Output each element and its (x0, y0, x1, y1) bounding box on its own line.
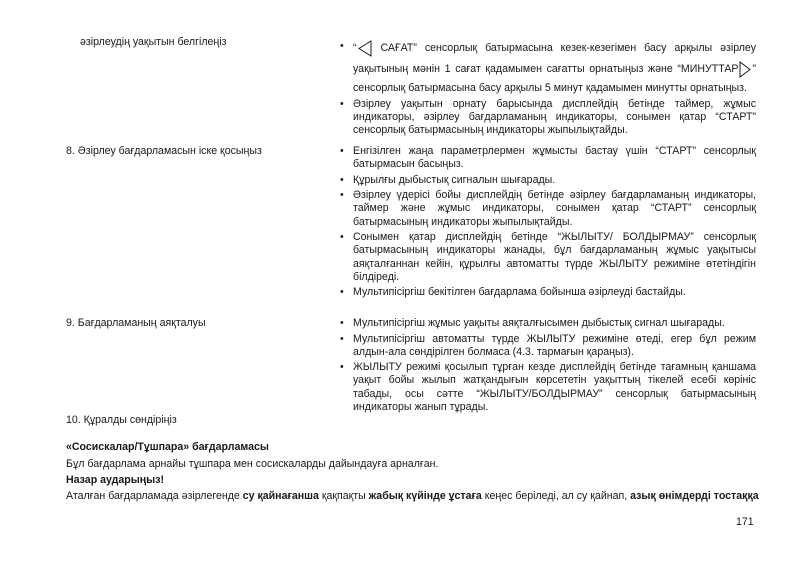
step-9-label: 9. Бағдарламаның аяқталуы (66, 317, 206, 329)
attention-heading: Назар аударыңыз! (66, 474, 164, 486)
step-8-bullet-5: • Мультипісіргіш бекітілген бағдарлама бойынша әзірлеуді бастайды. (340, 286, 756, 299)
step-9-bullet-3: • ЖЫЛЫТУ режимі қосылып тұрған кезде дисплейдің бетінде тағамның қаншама уақыт бойы жылып жатқандығын көрсететін уақыттың тікелей есебі көрініс табады, осы сәтте “ЖЫЛЫТУ/БОЛДЫРМАУ” сенсорлық батырмасының индикаторы жанып тұрады. (340, 361, 756, 414)
step-7-bullets (340, 40, 756, 140)
step-8-label: 8. Әзірлеу бағдарламасын іске қосыңыз (66, 145, 262, 157)
section-intro: Бұл бағдарлама арнайы тұшпара мен сосискаларды дайындауға арналған. (66, 458, 439, 470)
step-7-label: әзірлеудің уақытын белгілеңіз (80, 36, 227, 48)
page-number: 171 (736, 516, 754, 528)
step-10-label: 10. Құралды сөндіріңіз (66, 414, 177, 426)
section-title: «Сосискалар/Тұшпара» бағдарламасы (66, 441, 269, 453)
final-line: Аталған бағдарламада әзірлегенде су қайнағанша қақпақты жабық күйінде ұстаға кеңес беріледі, ал су қайнап, азық өнімдерді тостаққа (66, 490, 759, 502)
triangle-left-icon (357, 40, 373, 61)
step-7-bullet-2: • Әзірлеу уақытын орнату барысында дисплейдің бетінде таймер, жұмыс индикаторы, әзірлеу бағдарламаның индикаторы, сонымен қатар “СТАРТ” сенсорлық батырмасының индикаторы жыпылықтайды. (340, 98, 756, 138)
step-8-bullet-1: • Енгізілген жаңа параметрлермен жұмысты бастау үшін “СТАРТ” сенсорлық батырмасын басыңыз. (340, 145, 756, 171)
step-8-bullet-4: • Сонымен қатар дисплейдің бетінде “ЖЫЛЫТУ/ БОЛДЫРМАУ” сенсорлық батырмасының индикаторы жанады, бұл бағдарламаның жұмыс уақытысы аяқталғаннан кейін, құрылғы автоматты түрде ЖЫЛЫТУ режиміне өтетіндігін білдіреді. (340, 231, 756, 284)
step-8-bullet-3: • Әзірлеу үдерісі бойы дисплейдің бетінде әзірлеу бағдарламаның индикаторы, таймер және жұмыс индикаторы, сонымен қатар “СТАРТ” сенсорлық батырмасының индикаторы жыпылықтайды. (340, 189, 756, 229)
step-9-bullet-2: • Мультипісіргіш автоматты түрде ЖЫЛЫТУ режиміне өтеді, егер бұл режим алдын-ала сөндірілген болмаса (4.3. тармағын қараңыз). (340, 333, 756, 359)
step-9-bullets (340, 317, 756, 416)
triangle-right-icon (738, 61, 752, 82)
step-9-bullet-1: • Мультипісіргіш жұмыс уақыты аяқталғысымен дыбыстық сигнал шығарады. (340, 317, 756, 330)
step-8-bullets (340, 145, 756, 302)
step-7-bullet-time-setting: • “ САҒАТ” сенсорлық батырмасына кезек-кезегімен басу арқылы әзірлеу уақытының мәнін 1 сағат қадамымен сағатты орнатыңыз және “МИНУТТАР ” сенсорлық батырмасына басу арқылы 5 минут қадамымен минутты орнатыңыз. (340, 40, 756, 96)
step-8-bullet-2: • Құрылғы дыбыстық сигналын шығарады. (340, 174, 756, 187)
